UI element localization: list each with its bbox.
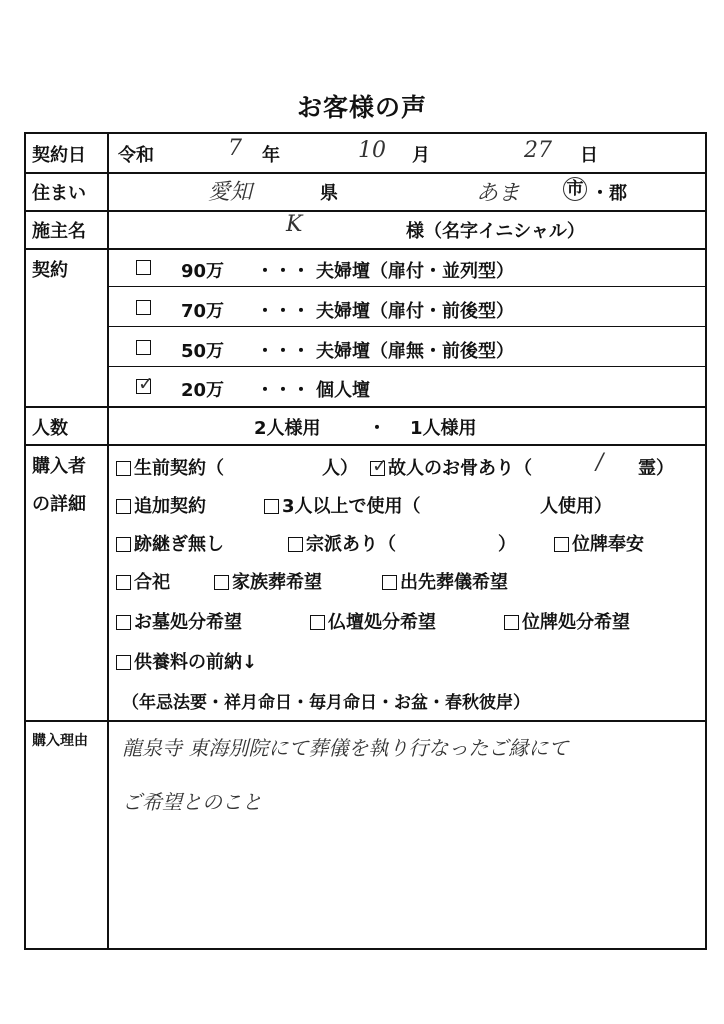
grave-disposal-option	[116, 608, 242, 634]
reason-line-1: 龍泉寺 東海別院にて葬儀を執り行なったご縁にて	[122, 736, 569, 760]
additional-contract-checkbox[interactable]	[116, 499, 131, 514]
contract-checkbox[interactable]	[136, 300, 151, 315]
additional-contract-option	[116, 492, 206, 518]
contract-price: 70万	[181, 301, 225, 322]
city-circle: 市	[563, 177, 587, 201]
page-title: お客様の声	[296, 93, 427, 122]
check-mark-icon: ✓	[372, 455, 388, 477]
month-unit: 月	[412, 145, 430, 166]
contract-desc: 夫婦壇（扉無・前後型）	[316, 341, 514, 362]
year-value: 7	[228, 136, 242, 161]
month-value: 10	[358, 138, 386, 163]
row-divider	[26, 444, 705, 446]
family-funeral-option	[214, 568, 322, 594]
three-plus-unit: 人使用）	[540, 496, 612, 517]
option-divider	[108, 286, 705, 287]
people-label: 人数	[32, 418, 68, 439]
ihai-disposal-checkbox[interactable]	[504, 615, 519, 630]
ihai-disposal-text: 位牌処分希望	[522, 612, 630, 633]
option-divider	[108, 366, 705, 367]
remains-text: 故人のお骨あり（	[388, 458, 532, 479]
contract-option	[136, 337, 154, 358]
owner-suffix: 様（名字イニシャル）	[406, 221, 585, 242]
outside-funeral-checkbox[interactable]	[382, 575, 397, 590]
row-divider	[26, 210, 705, 212]
day-value: 27	[524, 138, 552, 163]
contract-checkbox[interactable]	[136, 340, 151, 355]
outside-funeral-text: 出先葬儀希望	[400, 572, 508, 593]
address-label: 住まい	[32, 183, 86, 204]
pre-contract-checkbox[interactable]	[116, 461, 131, 476]
people-separator: ・	[368, 418, 386, 439]
owner-label: 施主名	[32, 221, 86, 242]
prefecture-unit: 県	[320, 183, 338, 204]
owner-initial: K	[286, 212, 303, 237]
contract-dots: ・・・	[256, 301, 310, 322]
contract-desc: 夫婦壇（扉付・並列型）	[316, 261, 514, 282]
contract-option	[136, 297, 154, 318]
row-divider	[26, 406, 705, 408]
contract-checkbox[interactable]	[136, 260, 151, 275]
contract-dots: ・・・	[256, 261, 310, 282]
grave-disposal-checkbox[interactable]	[116, 615, 131, 630]
family-funeral-checkbox[interactable]	[214, 575, 229, 590]
three-plus-text: 3人以上で使用（	[282, 496, 421, 517]
remains-value: /	[596, 450, 604, 475]
check-mark-icon: ✓	[138, 373, 154, 395]
remains-option	[370, 454, 532, 480]
remains-unit: 霊）	[638, 458, 674, 479]
sect-checkbox[interactable]	[288, 537, 303, 552]
row-divider	[26, 172, 705, 174]
ihai-enshrine-checkbox[interactable]	[554, 537, 569, 552]
no-successor-option	[116, 530, 224, 556]
altar-disposal-checkbox[interactable]	[310, 615, 325, 630]
altar-disposal-text: 仏壇処分希望	[328, 612, 436, 633]
row-divider	[26, 248, 705, 250]
contract-price: 50万	[181, 341, 225, 362]
contract-dots: ・・・	[256, 380, 310, 401]
prepay-option	[116, 648, 257, 674]
no-successor-checkbox[interactable]	[116, 537, 131, 552]
sect-text: 宗派あり（	[306, 534, 396, 555]
contract-checkbox-checked[interactable]	[136, 373, 154, 395]
pre-contract-text: 生前契約（	[134, 458, 224, 479]
reason-label: 購入理由	[32, 733, 88, 749]
joint-burial-option	[116, 568, 170, 594]
contract-option	[136, 373, 154, 397]
three-plus-checkbox[interactable]	[264, 499, 279, 514]
grave-disposal-text: お墓処分希望	[134, 612, 242, 633]
contract-desc: 夫婦壇（扉付・前後型）	[316, 301, 514, 322]
contract-desc: 個人壇	[316, 380, 370, 401]
contract-date-label: 契約日	[32, 145, 86, 166]
day-unit: 日	[580, 145, 598, 166]
year-unit: 年	[262, 145, 280, 166]
purchaser-label-line1: 購入者	[32, 456, 86, 477]
ihai-enshrine-text: 位牌奉安	[572, 534, 644, 555]
era-text: 令和	[118, 145, 154, 166]
pre-contract-option	[116, 454, 224, 480]
prepay-text: 供養料の前納↓	[134, 652, 258, 673]
contract-price: 90万	[181, 261, 225, 282]
ihai-enshrine-option	[554, 530, 644, 556]
city-unit-circled	[563, 177, 587, 201]
gun-unit: ・郡	[591, 183, 627, 204]
contract-price: 20万	[181, 380, 225, 401]
ihai-disposal-option	[504, 608, 630, 634]
option-divider	[108, 326, 705, 327]
joint-burial-checkbox[interactable]	[116, 575, 131, 590]
prepay-checkbox[interactable]	[116, 655, 131, 670]
three-plus-option	[264, 492, 421, 518]
no-successor-text: 跡継ぎ無し	[134, 534, 224, 555]
sect-option	[288, 530, 396, 556]
contract-label: 契約	[32, 260, 68, 281]
family-funeral-text: 家族葬希望	[232, 572, 322, 593]
reason-line-2: ご希望とのこと	[122, 790, 262, 814]
pre-contract-unit: 人）	[322, 458, 358, 479]
contract-option	[136, 257, 154, 278]
people-option-1: 1人様用	[410, 418, 477, 439]
prefecture-value: 愛知	[208, 180, 253, 205]
additional-contract-text: 追加契約	[134, 496, 206, 517]
city-value: あま	[476, 181, 521, 206]
customer-voice-form	[24, 132, 707, 950]
memorial-note: （年忌法要・祥月命日・毎月命日・お盆・春秋彼岸）	[122, 693, 530, 713]
purchaser-label-line2: の詳細	[32, 494, 86, 515]
label-column-divider	[107, 134, 109, 948]
altar-disposal-option	[310, 608, 436, 634]
joint-burial-text: 合祀	[134, 572, 170, 593]
people-option-2: 2人様用	[254, 418, 321, 439]
sect-unit: ）	[498, 534, 516, 555]
row-divider	[26, 720, 705, 722]
outside-funeral-option	[382, 568, 508, 594]
remains-checkbox-checked[interactable]	[370, 455, 388, 477]
contract-dots: ・・・	[256, 341, 310, 362]
